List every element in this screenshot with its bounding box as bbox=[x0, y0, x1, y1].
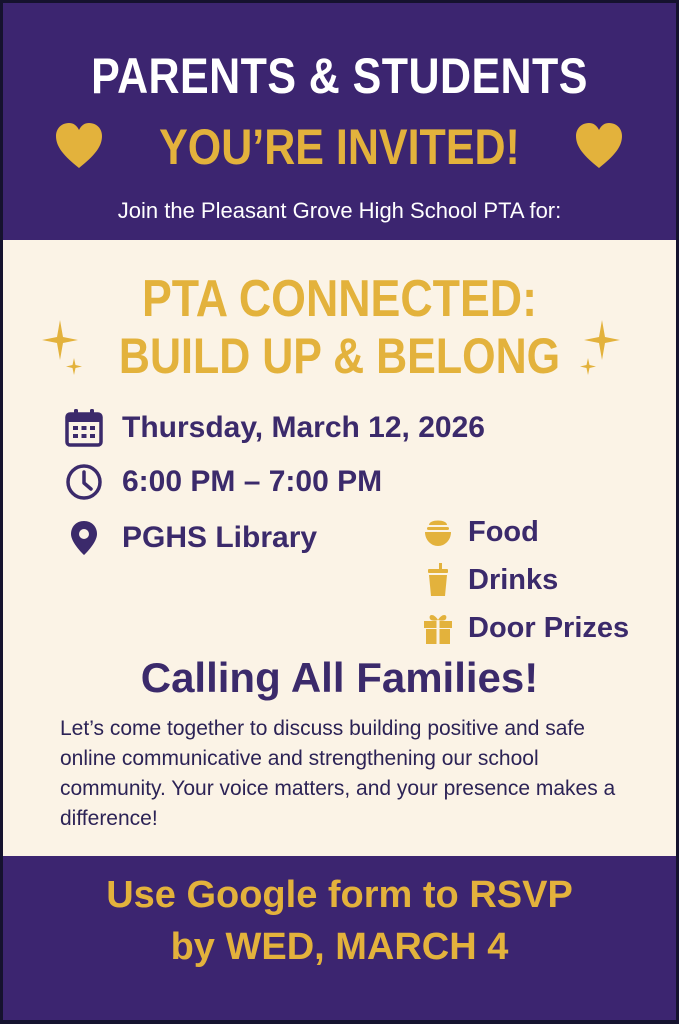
border-left bbox=[0, 0, 3, 1024]
rsvp-line2: by WED, MARCH 4 bbox=[170, 926, 509, 968]
event-date: Thursday, March 12, 2026 bbox=[122, 411, 485, 444]
food-icon bbox=[420, 514, 456, 550]
sparkle-icon bbox=[42, 318, 86, 378]
perk-door-prizes-label: Door Prizes bbox=[468, 612, 630, 644]
event-title-line2: BUILD UP & BELONG bbox=[118, 328, 561, 384]
event-location: PGHS Library bbox=[122, 521, 318, 554]
clock-icon bbox=[64, 462, 106, 502]
invite-row bbox=[0, 112, 679, 182]
perk-door-prizes bbox=[420, 608, 629, 648]
gift-icon bbox=[420, 610, 456, 646]
event-time: 6:00 PM – 7:00 PM bbox=[122, 465, 383, 498]
detail-time bbox=[64, 462, 382, 502]
rsvp-line1: Use Google form to RSVP bbox=[106, 874, 573, 916]
detail-location bbox=[64, 518, 317, 558]
message-heading: Calling All Families! bbox=[140, 654, 539, 701]
headline-invited: YOU’RE INVITED! bbox=[159, 119, 520, 175]
location-pin-icon bbox=[64, 518, 106, 558]
message-body: Let’s come together to discuss building positive and safe online communicative and strengthening our school community. Your voice matters, and your presence makes a difference! bbox=[60, 717, 616, 830]
drink-cup-icon bbox=[420, 562, 456, 598]
perk-food-label: Food bbox=[468, 516, 539, 548]
border-top bbox=[0, 0, 679, 3]
detail-date bbox=[64, 408, 485, 448]
perk-drinks bbox=[420, 560, 558, 600]
event-title-line1: PTA CONNECTED: bbox=[141, 270, 538, 328]
headline-parents-students: PARENTS & STUDENTS bbox=[91, 48, 588, 104]
border-bottom bbox=[0, 1020, 679, 1024]
calendar-icon bbox=[64, 408, 106, 448]
heart-icon bbox=[574, 122, 624, 170]
intro-text: Join the Pleasant Grove High School PTA for: bbox=[117, 198, 562, 223]
perk-drinks-label: Drinks bbox=[468, 564, 559, 596]
perk-food bbox=[420, 512, 539, 552]
sparkle-icon bbox=[576, 318, 622, 378]
